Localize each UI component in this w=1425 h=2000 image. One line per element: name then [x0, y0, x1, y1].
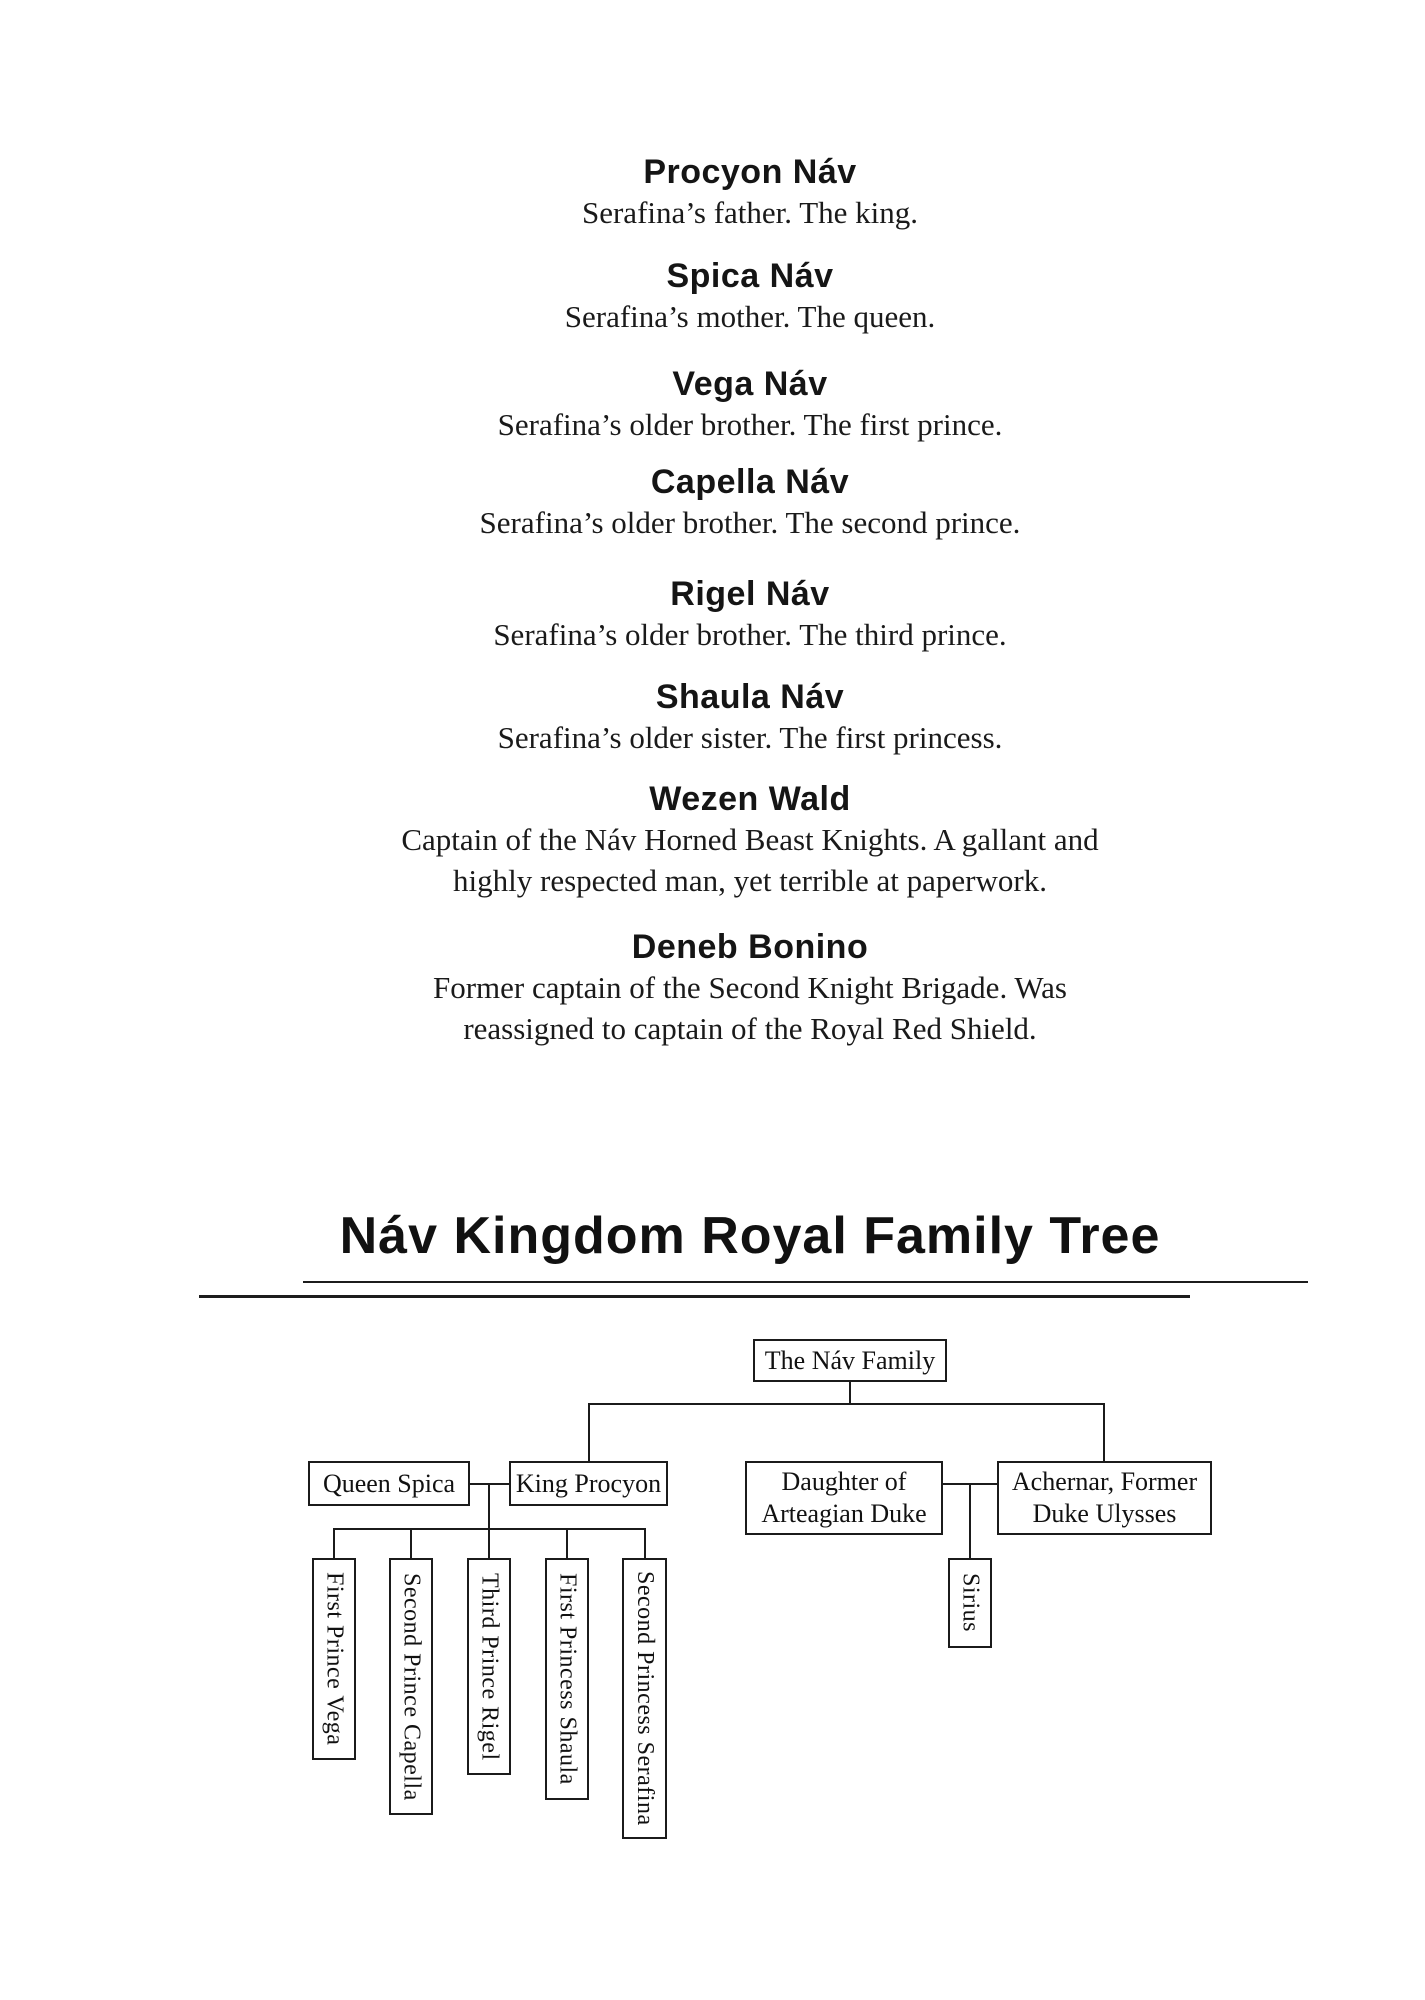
tree-node-label-line: Daughter of — [781, 1467, 907, 1496]
tree-node-label: First Prince Vega — [321, 1572, 348, 1746]
tree-node-label: King Procyon — [515, 1468, 662, 1498]
connector-child-drop — [488, 1528, 490, 1558]
tree-node-second-prince-capella — [389, 1558, 433, 1815]
tree-node-third-prince-rigel — [467, 1558, 511, 1775]
tree-node-first-princess-shaula — [545, 1558, 589, 1800]
connector-root-stub — [849, 1382, 851, 1404]
tree-node-label-line: Achernar, Former — [1011, 1467, 1198, 1496]
character-description-line: reassigned to captain of the Royal Red Shield. — [463, 1011, 1037, 1046]
character-description-line: Serafina’s older brother. The first prince. — [497, 407, 1003, 442]
character-description-line: Serafina’s older brother. The third prince. — [493, 617, 1007, 652]
character-description-line: Serafina’s mother. The queen. — [564, 299, 936, 334]
connector-top-rail — [588, 1403, 1105, 1405]
tree-node-label: Third Prince Rigel — [476, 1572, 503, 1761]
character-description-line: Captain of the Náv Horned Beast Knights. A gallant and — [401, 822, 1099, 857]
character-name: Deneb Bonino — [631, 928, 869, 966]
family-tree-title: Náv Kingdom Royal Family Tree — [339, 1207, 1161, 1265]
tree-node-label: Sirius — [957, 1573, 984, 1633]
character-name: Procyon Náv — [643, 153, 857, 191]
tree-node-first-prince-vega — [312, 1558, 356, 1760]
character-name: Capella Náv — [650, 463, 850, 501]
tree-node-label — [761, 1466, 926, 1530]
tree-node-duke-daughter — [745, 1461, 943, 1535]
connector-child-drop — [566, 1528, 568, 1558]
character-description-line: Former captain of the Second Knight Brigade. Was — [432, 970, 1067, 1005]
tree-node-label: Second Prince Capella — [398, 1572, 425, 1801]
character-description-line: Serafina’s older brother. The second prince. — [479, 505, 1021, 540]
tree-node-label: The Náv Family — [764, 1345, 936, 1375]
character-name: Spica Náv — [666, 257, 834, 295]
connector-child-drop — [644, 1528, 646, 1558]
character-entry — [75, 462, 1425, 543]
connector-drop-king — [588, 1403, 590, 1461]
tree-node-second-princess-serafina — [622, 1558, 667, 1839]
tree-node-label — [1012, 1466, 1197, 1530]
character-description-line: Serafina’s father. The king. — [581, 195, 919, 230]
connector-child-drop — [333, 1528, 335, 1558]
character-entry — [75, 779, 1425, 901]
character-description-line: highly respected man, yet terrible at paperwork. — [453, 863, 1047, 898]
character-entry — [75, 574, 1425, 655]
tree-node-queen-spica — [308, 1461, 470, 1506]
tree-node-label: Queen Spica — [322, 1468, 456, 1498]
character-name: Wezen Wald — [649, 780, 851, 818]
connector-child-drop — [410, 1528, 412, 1558]
character-name: Shaula Náv — [655, 678, 845, 716]
character-name: Rigel Náv — [670, 575, 830, 613]
tree-node-label: Second Princess Serafina — [632, 1571, 658, 1826]
tree-node-achernar-ulysses — [997, 1461, 1212, 1535]
tree-node-label-line: Arteagian Duke — [761, 1499, 927, 1528]
character-entry — [75, 364, 1425, 445]
title-underline-lower — [199, 1295, 1190, 1298]
connector-drop-achernar — [1103, 1403, 1105, 1463]
character-entry — [75, 152, 1425, 233]
connector-sirius-drop — [969, 1485, 971, 1558]
title-underline-upper — [303, 1281, 1308, 1283]
character-entry — [75, 677, 1425, 758]
tree-node-label-line: Duke Ulysses — [1032, 1499, 1177, 1528]
tree-node-sirius — [948, 1558, 992, 1648]
character-entry — [75, 256, 1425, 337]
character-description-line: Serafina’s older sister. The first princess. — [497, 720, 1003, 755]
character-name: Vega Náv — [672, 365, 828, 403]
connector-children-drop — [488, 1485, 490, 1529]
tree-node-king-procyon — [509, 1461, 668, 1506]
tree-node-nav-family — [753, 1339, 947, 1382]
character-entry — [75, 927, 1425, 1049]
tree-node-label: First Princess Shaula — [554, 1573, 581, 1785]
